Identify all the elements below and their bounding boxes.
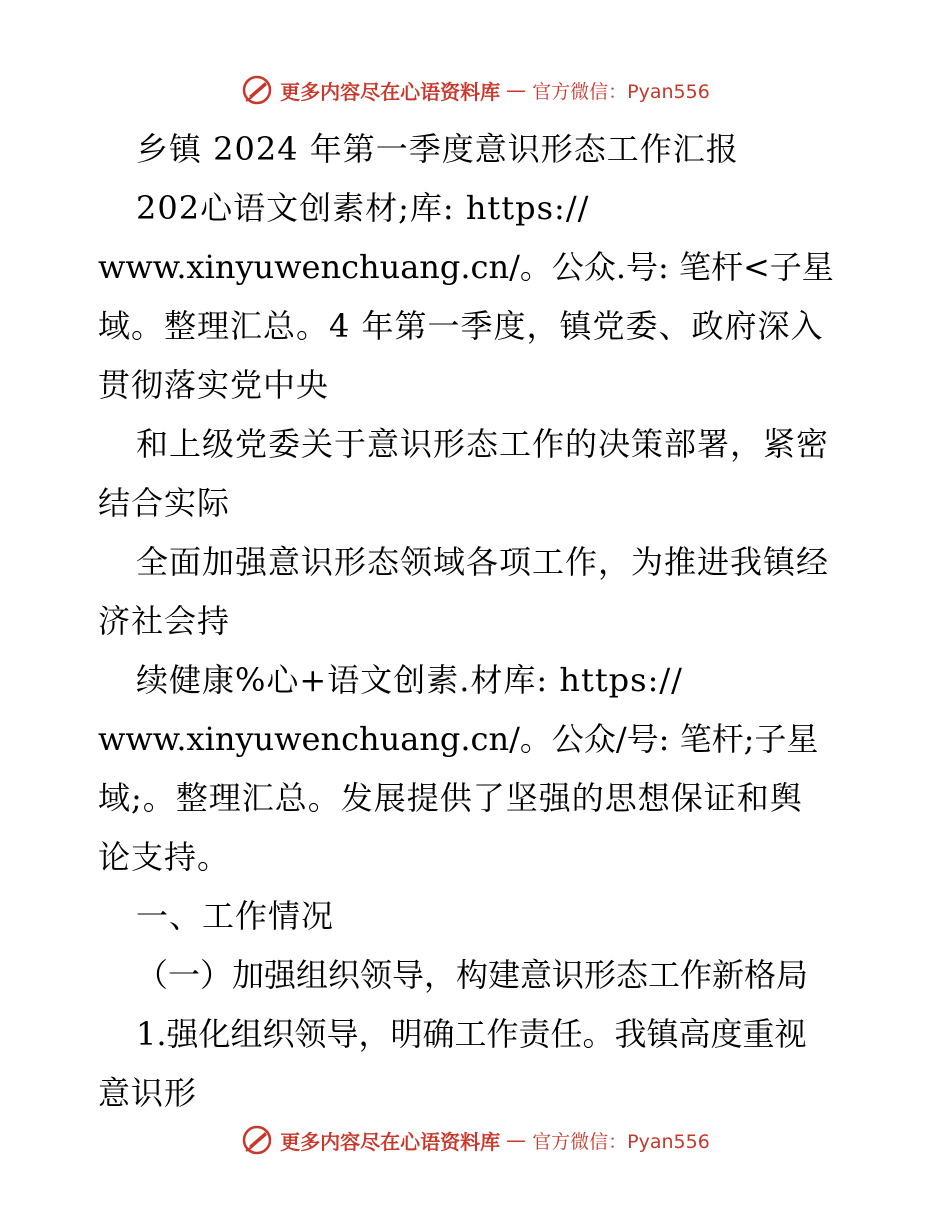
footer-banner bbox=[0, 1120, 950, 1160]
text-line: 全面加强意识形态领域各项工作，为推进我镇经 bbox=[136, 543, 830, 581]
quill-logo-icon bbox=[240, 1123, 274, 1157]
banner-text: 更多内容尽在心语资料库 bbox=[280, 1129, 501, 1154]
text-line: 结合实际 bbox=[98, 484, 231, 522]
document-title: 乡镇 2024 年第一季度意识形态工作汇报 bbox=[136, 130, 739, 168]
text-line: www.xinyuwenchuang.cn/。公众/号: 笔杆;子星 bbox=[98, 720, 819, 758]
text-line: 1.强化组织领导，明确工作责任。我镇高度重视 bbox=[136, 1015, 807, 1053]
subsection-heading: （一）加强组织领导，构建意识形态工作新格局 bbox=[136, 956, 809, 994]
quill-logo-icon bbox=[240, 73, 274, 107]
banner-dash: — bbox=[506, 78, 527, 102]
text-line: 意识形 bbox=[98, 1074, 198, 1112]
banner-dash: — bbox=[506, 1128, 527, 1152]
document-body bbox=[98, 120, 858, 1123]
text-line: 论支持。 bbox=[98, 838, 231, 876]
text-line: 贯彻落实党中央 bbox=[98, 366, 330, 404]
text-line: 202心语文创素材;库: https:// bbox=[136, 189, 590, 227]
text-line: 济社会持 bbox=[98, 602, 231, 640]
header-banner bbox=[0, 70, 950, 110]
banner-wechat: 官方微信：Pyan556 bbox=[532, 80, 710, 103]
text-line: www.xinyuwenchuang.cn/。公众.号: 笔杆<子星 bbox=[98, 248, 834, 286]
text-line: 和上级党委关于意识形态工作的决策部署，紧密 bbox=[136, 425, 830, 463]
text-line: 域;。整理汇总。发展提供了坚强的思想保证和舆 bbox=[98, 779, 803, 817]
banner-wechat: 官方微信：Pyan556 bbox=[532, 1130, 710, 1153]
banner-text: 更多内容尽在心语资料库 bbox=[280, 79, 501, 104]
text-line: 域。整理汇总。4 年第一季度，镇党委、政府深入 bbox=[98, 307, 824, 345]
section-heading: 一、工作情况 bbox=[136, 897, 335, 935]
text-line: 续健康%心+语文创素.材库: https:// bbox=[136, 661, 683, 699]
